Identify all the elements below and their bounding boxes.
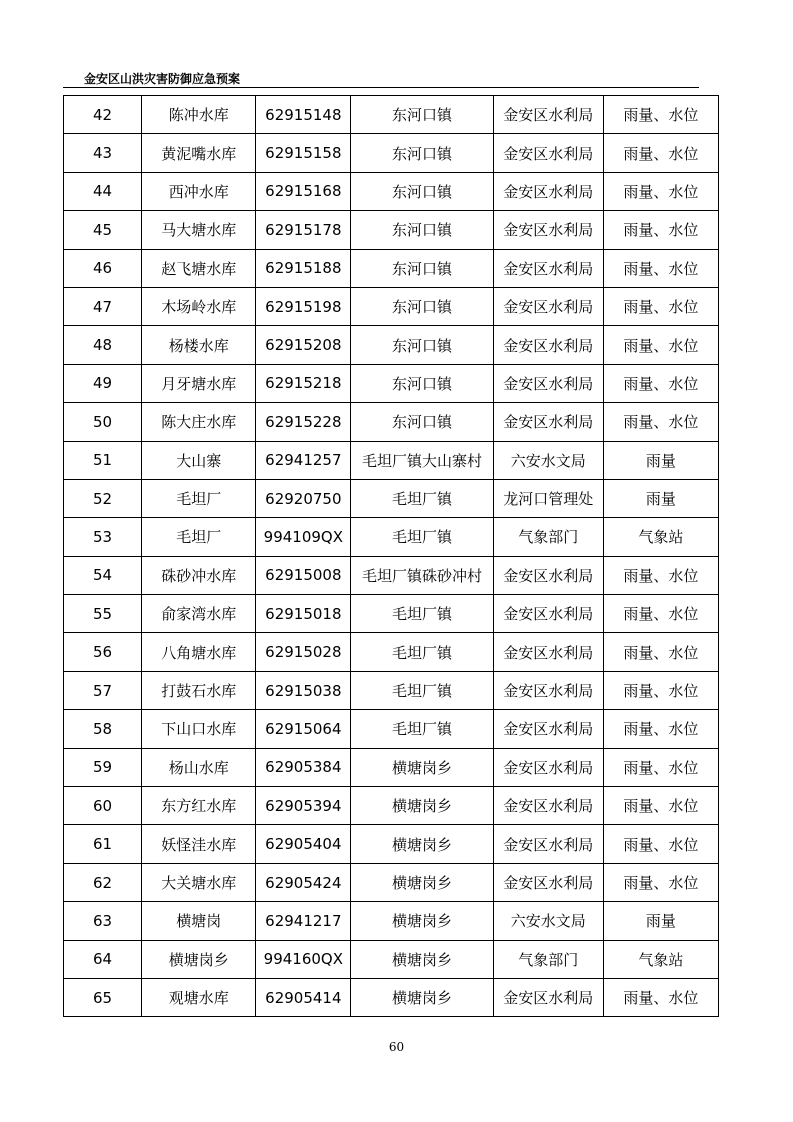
cell-management-unit: 金安区水利局 xyxy=(493,326,603,364)
cell-station-name: 硃砂冲水库 xyxy=(142,556,256,594)
cell-management-unit: 金安区水利局 xyxy=(493,595,603,633)
cell-management-unit: 金安区水利局 xyxy=(493,787,603,825)
cell-management-unit: 金安区水利局 xyxy=(493,403,603,441)
table-row xyxy=(64,787,719,825)
cell-monitoring-type: 雨量、水位 xyxy=(603,287,718,325)
cell-serial-number: 65 xyxy=(64,978,142,1016)
cell-station-name: 杨楼水库 xyxy=(142,326,256,364)
table-row xyxy=(64,902,719,940)
cell-station-name: 下山口水库 xyxy=(142,710,256,748)
cell-station-name: 赵飞塘水库 xyxy=(142,249,256,287)
table-row xyxy=(64,326,719,364)
cell-serial-number: 43 xyxy=(64,134,142,172)
cell-monitoring-type: 雨量、水位 xyxy=(603,556,718,594)
cell-monitoring-type: 气象站 xyxy=(603,940,718,978)
cell-station-code: 62915228 xyxy=(256,403,351,441)
table-row xyxy=(64,863,719,901)
table-row xyxy=(64,940,719,978)
cell-management-unit: 金安区水利局 xyxy=(493,96,603,134)
cell-station-name: 西冲水库 xyxy=(142,172,256,210)
cell-station-code: 62905404 xyxy=(256,825,351,863)
cell-station-code: 62915168 xyxy=(256,172,351,210)
cell-station-name: 观塘水库 xyxy=(142,978,256,1016)
cell-location: 横塘岗乡 xyxy=(351,825,493,863)
cell-monitoring-type: 雨量、水位 xyxy=(603,249,718,287)
cell-station-name: 月牙塘水库 xyxy=(142,364,256,402)
table-row xyxy=(64,364,719,402)
cell-management-unit: 金安区水利局 xyxy=(493,134,603,172)
cell-monitoring-type: 雨量 xyxy=(603,902,718,940)
cell-serial-number: 64 xyxy=(64,940,142,978)
cell-location: 横塘岗乡 xyxy=(351,940,493,978)
cell-location: 毛坦厂镇硃砂冲村 xyxy=(351,556,493,594)
table-row xyxy=(64,825,719,863)
cell-location: 东河口镇 xyxy=(351,249,493,287)
table-row xyxy=(64,249,719,287)
cell-management-unit: 金安区水利局 xyxy=(493,633,603,671)
table-row xyxy=(64,172,719,210)
cell-station-name: 陈冲水库 xyxy=(142,96,256,134)
cell-management-unit: 龙河口管理处 xyxy=(493,479,603,517)
cell-station-code: 62915148 xyxy=(256,96,351,134)
table-row xyxy=(64,441,719,479)
cell-management-unit: 六安水文局 xyxy=(493,902,603,940)
cell-serial-number: 42 xyxy=(64,96,142,134)
cell-location: 毛坦厂镇 xyxy=(351,633,493,671)
cell-location: 毛坦厂镇 xyxy=(351,710,493,748)
cell-management-unit: 金安区水利局 xyxy=(493,710,603,748)
cell-location: 东河口镇 xyxy=(351,326,493,364)
cell-monitoring-type: 雨量、水位 xyxy=(603,671,718,709)
cell-station-code: 62905424 xyxy=(256,863,351,901)
cell-serial-number: 53 xyxy=(64,518,142,556)
cell-location: 东河口镇 xyxy=(351,403,493,441)
cell-location: 横塘岗乡 xyxy=(351,978,493,1016)
table-row xyxy=(64,633,719,671)
cell-serial-number: 61 xyxy=(64,825,142,863)
table-row xyxy=(64,710,719,748)
cell-serial-number: 49 xyxy=(64,364,142,402)
cell-location: 东河口镇 xyxy=(351,287,493,325)
cell-management-unit: 金安区水利局 xyxy=(493,249,603,287)
cell-station-code: 994160QX xyxy=(256,940,351,978)
table-row xyxy=(64,211,719,249)
cell-management-unit: 金安区水利局 xyxy=(493,825,603,863)
cell-station-code: 62915218 xyxy=(256,364,351,402)
cell-station-code: 62905384 xyxy=(256,748,351,786)
cell-monitoring-type: 雨量、水位 xyxy=(603,633,718,671)
cell-monitoring-type: 雨量、水位 xyxy=(603,364,718,402)
cell-location: 东河口镇 xyxy=(351,211,493,249)
page-number: 60 xyxy=(388,1040,405,1054)
cell-station-name: 东方红水库 xyxy=(142,787,256,825)
cell-management-unit: 金安区水利局 xyxy=(493,364,603,402)
table-row xyxy=(64,671,719,709)
cell-management-unit: 六安水文局 xyxy=(493,441,603,479)
cell-station-name: 横塘岗乡 xyxy=(142,940,256,978)
cell-station-name: 毛坦厂 xyxy=(142,518,256,556)
cell-station-code: 62915008 xyxy=(256,556,351,594)
table-row xyxy=(64,595,719,633)
cell-monitoring-type: 雨量 xyxy=(603,441,718,479)
cell-management-unit: 气象部门 xyxy=(493,518,603,556)
cell-monitoring-type: 雨量 xyxy=(603,479,718,517)
cell-management-unit: 金安区水利局 xyxy=(493,863,603,901)
cell-station-name: 八角塘水库 xyxy=(142,633,256,671)
cell-location: 横塘岗乡 xyxy=(351,863,493,901)
station-table xyxy=(63,95,719,1017)
cell-management-unit: 金安区水利局 xyxy=(493,671,603,709)
cell-location: 横塘岗乡 xyxy=(351,787,493,825)
cell-monitoring-type: 雨量、水位 xyxy=(603,787,718,825)
cell-location: 东河口镇 xyxy=(351,134,493,172)
header-rule xyxy=(63,87,699,88)
cell-management-unit: 金安区水利局 xyxy=(493,172,603,210)
cell-serial-number: 52 xyxy=(64,479,142,517)
cell-station-code: 62915028 xyxy=(256,633,351,671)
cell-monitoring-type: 雨量、水位 xyxy=(603,96,718,134)
cell-serial-number: 50 xyxy=(64,403,142,441)
station-table-body xyxy=(64,96,719,1017)
cell-monitoring-type: 雨量、水位 xyxy=(603,211,718,249)
cell-serial-number: 58 xyxy=(64,710,142,748)
cell-serial-number: 56 xyxy=(64,633,142,671)
cell-management-unit: 气象部门 xyxy=(493,940,603,978)
cell-station-code: 62915018 xyxy=(256,595,351,633)
cell-station-code: 62905414 xyxy=(256,978,351,1016)
cell-station-name: 俞家湾水库 xyxy=(142,595,256,633)
cell-station-code: 62915038 xyxy=(256,671,351,709)
cell-monitoring-type: 雨量、水位 xyxy=(603,403,718,441)
cell-station-name: 大关塘水库 xyxy=(142,863,256,901)
table-row xyxy=(64,287,719,325)
cell-station-code: 62915188 xyxy=(256,249,351,287)
cell-serial-number: 60 xyxy=(64,787,142,825)
cell-station-code: 62915158 xyxy=(256,134,351,172)
cell-management-unit: 金安区水利局 xyxy=(493,978,603,1016)
cell-serial-number: 54 xyxy=(64,556,142,594)
cell-monitoring-type: 气象站 xyxy=(603,518,718,556)
table-row xyxy=(64,134,719,172)
cell-serial-number: 45 xyxy=(64,211,142,249)
cell-serial-number: 44 xyxy=(64,172,142,210)
cell-management-unit: 金安区水利局 xyxy=(493,211,603,249)
cell-station-name: 黄泥嘴水库 xyxy=(142,134,256,172)
cell-serial-number: 46 xyxy=(64,249,142,287)
cell-station-name: 妖怪洼水库 xyxy=(142,825,256,863)
cell-monitoring-type: 雨量、水位 xyxy=(603,595,718,633)
cell-station-code: 62915198 xyxy=(256,287,351,325)
cell-location: 毛坦厂镇 xyxy=(351,671,493,709)
table-row xyxy=(64,748,719,786)
cell-location: 毛坦厂镇 xyxy=(351,518,493,556)
cell-station-code: 62941257 xyxy=(256,441,351,479)
cell-station-name: 打鼓石水库 xyxy=(142,671,256,709)
cell-location: 毛坦厂镇大山寨村 xyxy=(351,441,493,479)
cell-station-name: 横塘岗 xyxy=(142,902,256,940)
cell-monitoring-type: 雨量、水位 xyxy=(603,863,718,901)
cell-location: 横塘岗乡 xyxy=(351,748,493,786)
cell-station-code: 62920750 xyxy=(256,479,351,517)
cell-monitoring-type: 雨量、水位 xyxy=(603,326,718,364)
table-row xyxy=(64,556,719,594)
cell-station-name: 杨山水库 xyxy=(142,748,256,786)
cell-serial-number: 63 xyxy=(64,902,142,940)
cell-station-name: 陈大庄水库 xyxy=(142,403,256,441)
cell-station-code: 994109QX xyxy=(256,518,351,556)
cell-location: 东河口镇 xyxy=(351,96,493,134)
cell-location: 东河口镇 xyxy=(351,364,493,402)
cell-serial-number: 51 xyxy=(64,441,142,479)
cell-serial-number: 47 xyxy=(64,287,142,325)
cell-location: 毛坦厂镇 xyxy=(351,595,493,633)
cell-station-name: 毛坦厂 xyxy=(142,479,256,517)
cell-monitoring-type: 雨量、水位 xyxy=(603,978,718,1016)
table-row xyxy=(64,479,719,517)
table-row xyxy=(64,403,719,441)
cell-station-name: 马大塘水库 xyxy=(142,211,256,249)
cell-monitoring-type: 雨量、水位 xyxy=(603,748,718,786)
cell-serial-number: 55 xyxy=(64,595,142,633)
cell-monitoring-type: 雨量、水位 xyxy=(603,825,718,863)
table-row xyxy=(64,518,719,556)
cell-serial-number: 57 xyxy=(64,671,142,709)
cell-station-code: 62941217 xyxy=(256,902,351,940)
cell-monitoring-type: 雨量、水位 xyxy=(603,172,718,210)
cell-station-code: 62915064 xyxy=(256,710,351,748)
cell-monitoring-type: 雨量、水位 xyxy=(603,710,718,748)
cell-monitoring-type: 雨量、水位 xyxy=(603,134,718,172)
document-header-title: 金安区山洪灾害防御应急预案 xyxy=(84,72,241,86)
cell-serial-number: 62 xyxy=(64,863,142,901)
cell-serial-number: 48 xyxy=(64,326,142,364)
table-row xyxy=(64,978,719,1016)
cell-station-code: 62915178 xyxy=(256,211,351,249)
cell-location: 东河口镇 xyxy=(351,172,493,210)
cell-management-unit: 金安区水利局 xyxy=(493,287,603,325)
cell-station-code: 62905394 xyxy=(256,787,351,825)
cell-station-name: 木场岭水库 xyxy=(142,287,256,325)
cell-station-name: 大山寨 xyxy=(142,441,256,479)
cell-station-code: 62915208 xyxy=(256,326,351,364)
cell-management-unit: 金安区水利局 xyxy=(493,748,603,786)
cell-management-unit: 金安区水利局 xyxy=(493,556,603,594)
cell-location: 横塘岗乡 xyxy=(351,902,493,940)
table-row xyxy=(64,96,719,134)
cell-location: 毛坦厂镇 xyxy=(351,479,493,517)
cell-serial-number: 59 xyxy=(64,748,142,786)
